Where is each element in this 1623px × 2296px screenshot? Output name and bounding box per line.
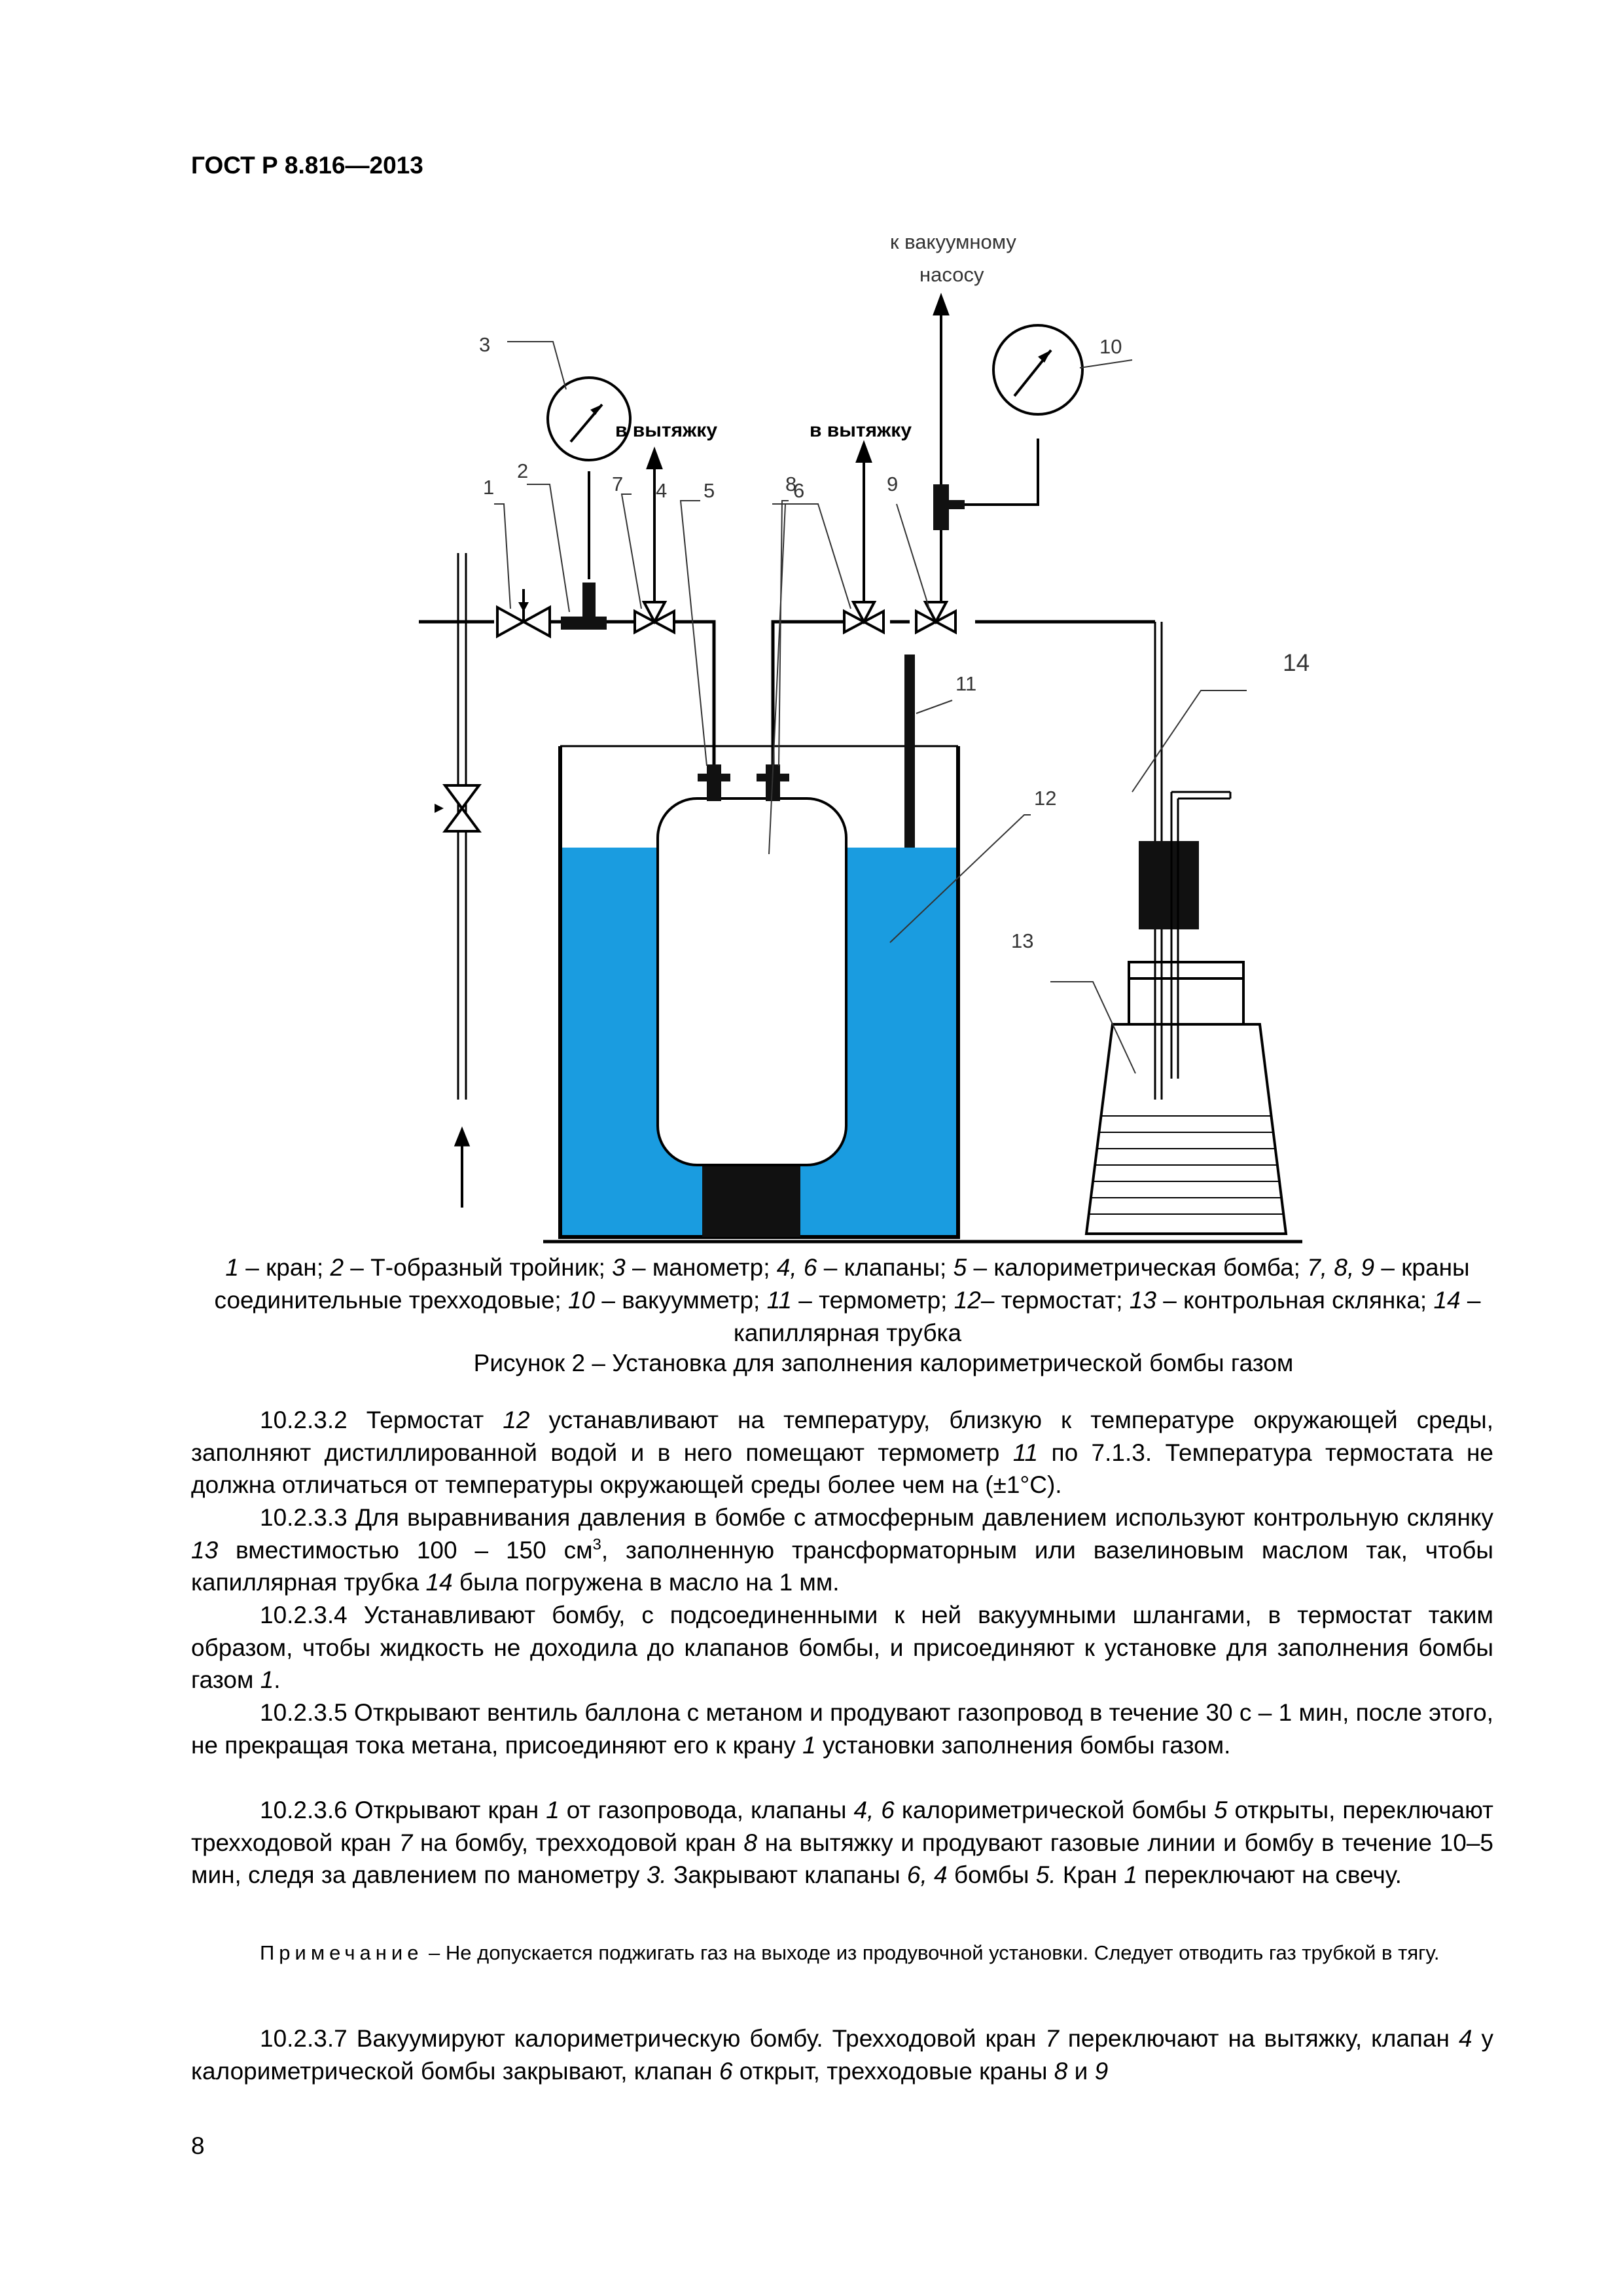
inlet-valve xyxy=(445,785,479,831)
crane-9 xyxy=(916,602,955,632)
vacuum-pump-label-1: к вакуумному xyxy=(890,230,1016,253)
note-label: Примечание xyxy=(260,1941,423,1964)
exhaust-label-2: в вытяжку xyxy=(810,420,912,441)
label-6: 6 xyxy=(793,479,805,502)
label-11: 11 xyxy=(955,672,977,695)
label-2: 2 xyxy=(517,459,529,482)
standard-header: ГОСТ Р 8.816—2013 xyxy=(191,152,423,179)
valve-4 xyxy=(707,764,721,801)
calorimetric-bomb xyxy=(658,798,846,1165)
capillary-tube-14 xyxy=(1171,792,1230,1079)
label-1: 1 xyxy=(483,476,495,499)
paragraph-10-2-3-3: 10.2.3.3 Для выравнивания давления в бомбе с атмосферным давлением используют контрольную склянку 13 вместимостью 100 – 150 $см^3$, заполненную трансформаторным или вазелиновым маслом так, чтобы капиллярная трубка 14 была погружена в масло на 1 мм. xyxy=(191,1504,1493,1596)
figure-legend: 1 – кран; 2 – Т-образный тройник; 3 – манометр; 4, 6 – клапаны; 5 – калориметрическая бомба; 7, 8, 9 – краны соединительные трехходовые; 10 – вакуумметр; 11 – термометр; 12– термостат; 13 – контрольная склянка; 14 – капиллярная трубка xyxy=(214,1254,1481,1346)
paragraph-10-2-3-2: 10.2.3.2 Термостат 12 устанавливают на температуру, близкую к температуре окружающей среды, заполняют дистиллированной водой и в него помещают термометр 11 по 7.1.3. Температура термостата не должна отличаться от температуры окружающей среды более чем на (±1°С). xyxy=(191,1407,1494,1498)
label-7: 7 xyxy=(612,473,624,495)
note: Примечание – Не допускается поджигать газ на выходе из продувочной установки. Следует отводить газ трубкой в тягу. xyxy=(260,1941,1440,1964)
label-9: 9 xyxy=(887,473,899,495)
label-4: 4 xyxy=(656,479,668,502)
control-flask-13 xyxy=(1086,962,1286,1234)
figure-diagram xyxy=(366,216,1584,1263)
exhaust-label-1: в вытяжку xyxy=(615,420,718,441)
vacuum-pump-label-2: насосу xyxy=(919,263,984,286)
vacuummeter-10 xyxy=(993,325,1082,414)
thermometer-11 xyxy=(904,655,915,848)
paragraph-10-2-3-6: 10.2.3.6 Открывают кран 1 от газопровода, клапаны 4, 6 калориметрической бомбы 5 открыты, переключают трехходовой кран 7 на бомбу, трехходовой кран 8 на вытяжку и продувают газовые линии и бомбу в течение 10–5 мин, следя за давлением по манометру 3. Закрывают клапаны 6, 4 бомбы 5. Кран 1 переключают на свечу. xyxy=(191,1797,1494,1888)
label-8: 8 xyxy=(785,473,797,495)
paragraph-10-2-3-4: 10.2.3.4 Устанавливают бомбу, с подсоединенными к ней вакуумными шлангами, в термостат таким образом, чтобы жидкость не доходила до клапанов бомбы, и присоединяют к установке для заполнения бомбы газом 1. xyxy=(191,1602,1493,1693)
label-14: 14 xyxy=(1283,649,1310,676)
label-5: 5 xyxy=(704,479,715,502)
label-12: 12 xyxy=(1034,787,1057,810)
page-number: 8 xyxy=(191,2132,205,2159)
figure-title: Рисунок 2 – Установка для заполнения калориметрической бомбы газом xyxy=(473,1350,1294,1376)
gas-inlet xyxy=(455,553,469,1208)
flask-stopper xyxy=(1139,841,1199,929)
label-3: 3 xyxy=(479,333,491,356)
paragraph-10-2-3-7: 10.2.3.7 Вакуумируют калориметрическую бомбу. Трехходовой кран 7 переключают на вытяжку, клапан 4 у калориметрической бомбы закрывают, клапан 6 открыт, трехходовые краны 8 и 9 xyxy=(191,2025,1494,2085)
crane-1 xyxy=(497,607,524,636)
label-13: 13 xyxy=(1011,929,1034,952)
label-10: 10 xyxy=(1099,335,1122,358)
paragraph-10-2-3-5: 10.2.3.5 Открывают вентиль баллона с метаном и продувают газопровод в течение 30 с – 1 мин, после этого, не прекращая тока метана, присоединяют его к крану 1 установки заполнения бомбы газом. xyxy=(191,1699,1493,1759)
